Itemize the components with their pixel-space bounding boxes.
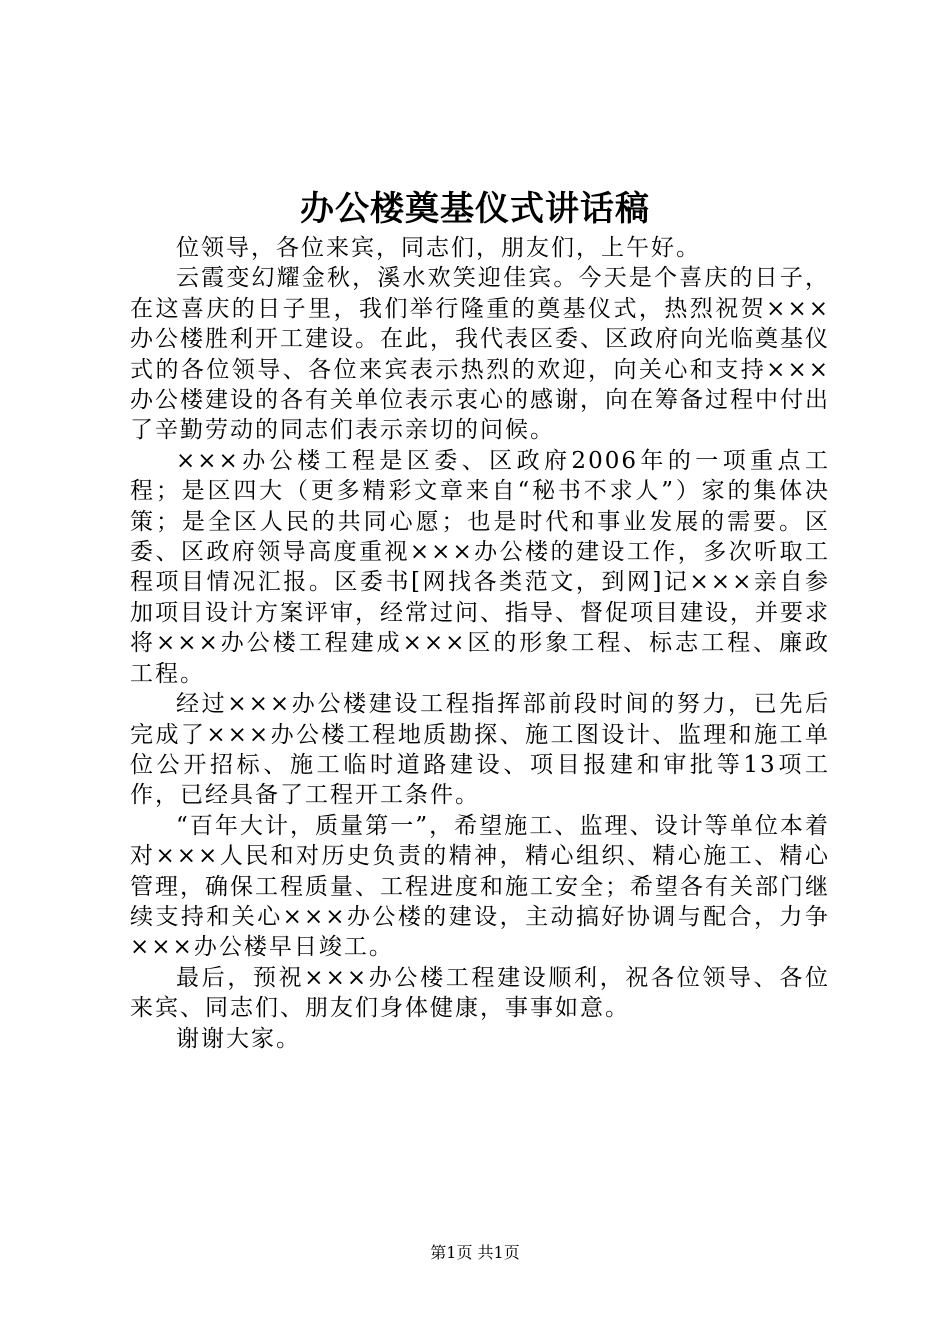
document-body: [130, 233, 830, 1054]
paragraph-preparation: 经过×××办公楼建设工程指挥部前段时间的努力，已先后完成了×××办公楼工程地质勘探、施工图设计、监理和施工单位公开招标、施工临时道路建设、项目报建和审批等13项工作，已经具备了工程开工条件。: [130, 691, 830, 809]
document-title: 办公楼奠基仪式讲话稿: [300, 189, 650, 229]
page-number-footer: 第1页 共1页: [430, 1243, 520, 1262]
paragraph-quality: “百年大计，质量第一”，希望施工、监理、设计等单位本着对×××人民和对历史负责的精神，精心组织、精心施工、精心管理，确保工程质量、工程进度和施工安全；希望各有关部门继续支持和关心×××办公楼的建设，主动搞好协调与配合，力争×××办公楼早日竣工。: [130, 812, 830, 961]
paragraph-wishes: 最后，预祝×××办公楼工程建设顺利，祝各位领导、各位来宾、同志们、朋友们身体健康，事事如意。: [130, 964, 830, 1022]
paragraph-welcome: 云霞变幻耀金秋，溪水欢笑迎佳宾。今天是个喜庆的日子，在这喜庆的日子里，我们举行隆重的奠基仪式，热烈祝贺×××办公楼胜利开工建设。在此，我代表区委、区政府向光临奠基仪式的各位领导、各位来宾表示热烈的欢迎，向关心和支持×××办公楼建设的各有关单位表示衷心的感谢，向在筹备过程中付出了辛勤劳动的同志们表示亲切的问候。: [130, 265, 830, 444]
paragraph-project-background: ×××办公楼工程是区委、区政府2006年的一项重点工程；是区四大（更多精彩文章来自“秘书不求人”）家的集体决策；是全区人民的共同心愿；也是时代和事业发展的需要。区委、区政府领导高度重视×××办公楼的建设工作，多次听取工程项目情况汇报。区委书[网找各类范文，到网]记×××亲自参加项目设计方案评审，经常过问、指导、督促项目建设，并要求将×××办公楼工程建成×××区的形象工程、标志工程、廉政工程。: [130, 447, 830, 687]
paragraph-greeting: 位领导，各位来宾，同志们，朋友们，上午好。: [176, 235, 701, 261]
paragraph-thanks: 谢谢大家。: [176, 1025, 301, 1052]
